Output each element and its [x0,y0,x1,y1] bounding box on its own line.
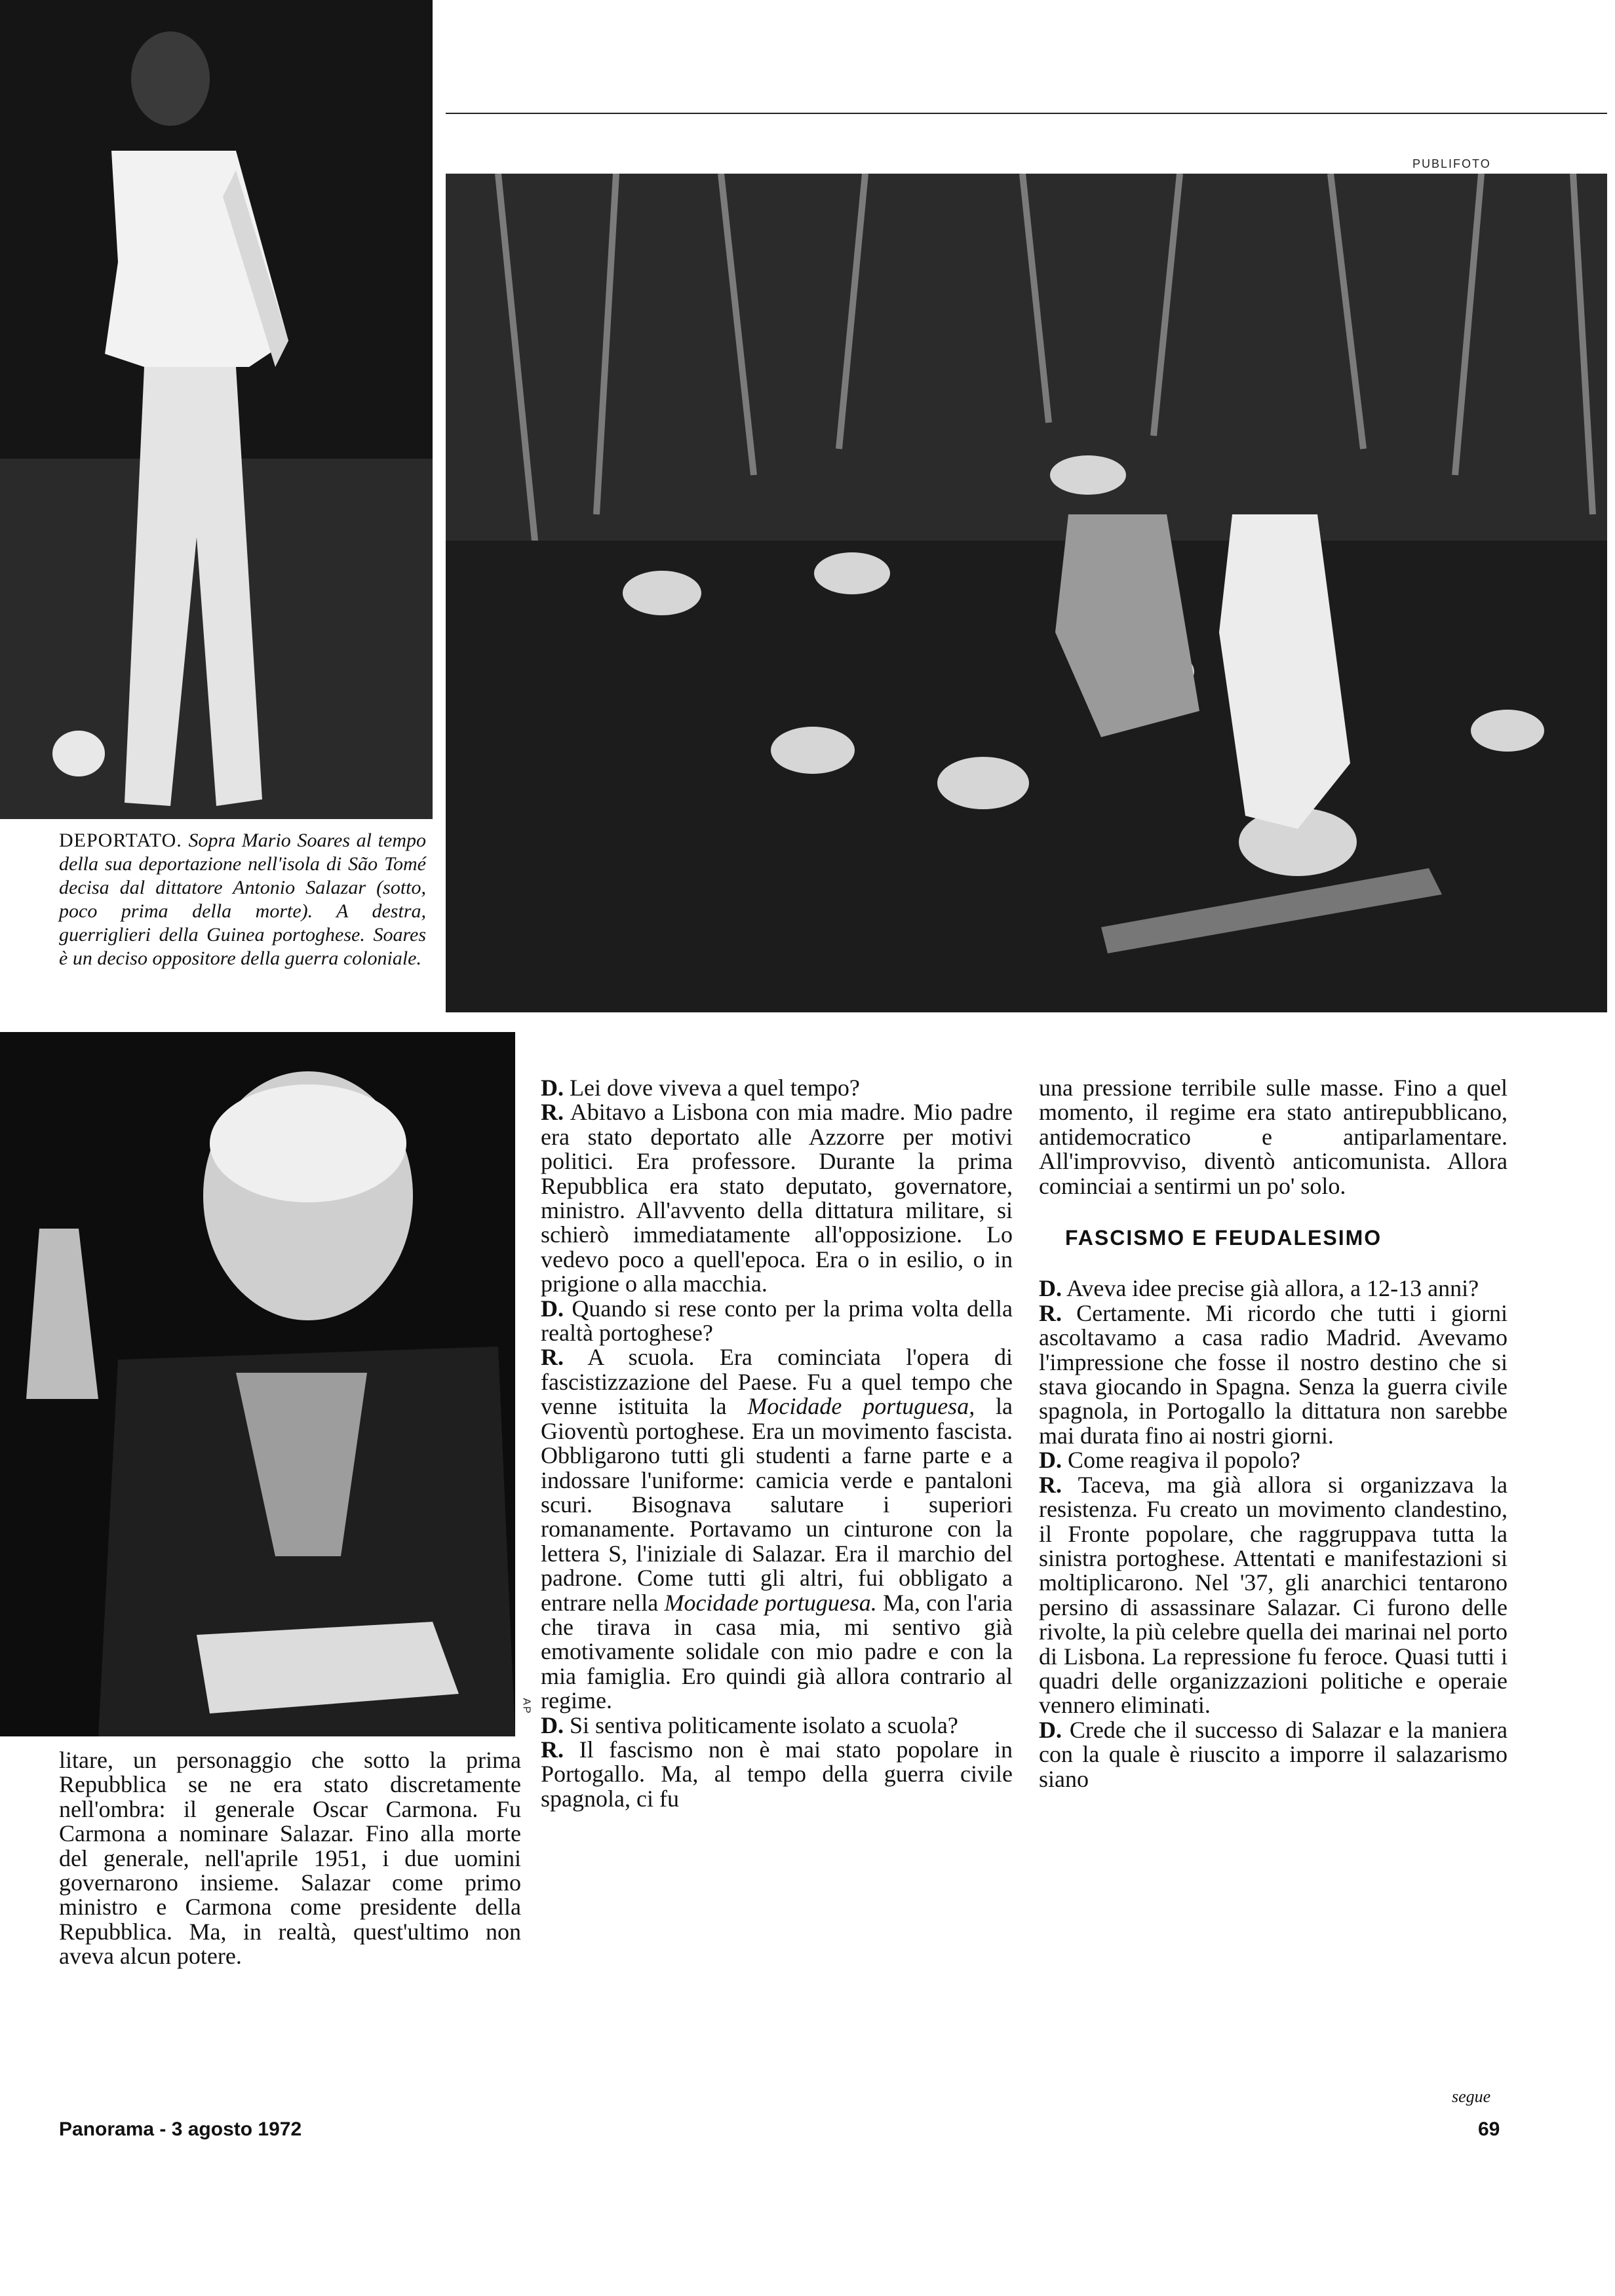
salazar-portrait-photo [0,1032,515,1736]
question-text: Lei dove viveva a quel tempo? [570,1075,860,1101]
col1-paragraph: litare, un personaggio che sotto la prima Repubblica se ne era stato discretamente nell'ombra: il generale Oscar Carmona. Fu Carmona a nominare Salazar. Fino alla morte del generale, nell'aprile 1951, i due uomini governarono insieme. Salazar come primo ministro e Carmona come presidente della Repubblica. Ma, in realtà, quest'ultimo non aveva alcun potere. [59,1747,521,1970]
caption-text: Sopra Mario Soares al tempo della sua deportazione nell'isola di São Tomé decisa dal dittatore Antonio Salazar (sotto, poco prima della morte). A destra, guerriglieri della Guinea portoghese. Soares è un deciso oppositore della guerra coloniale. [59,830,426,969]
emphasis-mocidade: Mocidade portuguesa, [747,1393,975,1420]
answer-tag: R. [541,1736,564,1763]
question-tag: D. [1039,1275,1062,1302]
page-number: 69 [1478,2118,1500,2140]
portrait-standing-man-photo [0,0,433,819]
photo-credit-ap: AP [520,1698,532,1715]
answer-text: Ma, con l'aria che tirava in casa mia, mi sentivo già emotivamente solidale con mio padre e con la mia famiglia. Ero quindi già allora contrario al regime. [541,1589,1013,1714]
guerrilla-photo [446,174,1607,1012]
column-1 [59,1748,521,1969]
footer-magazine: Panorama - 3 agosto 1972 [59,2118,302,2140]
question-text: Come reagiva il popolo? [1068,1447,1300,1474]
answer-text: Abitavo a Lisbona con mia madre. Mio padre era stato deportato alle Azzorre per motivi politici. Era professore. Durante la prima Repubblica era stato deputato, governatore, ministro. All'avvento della dittatura militare, si schierò immediatamente all'opposizione. Lo vedevo poco a quell'epoca. Era o in esilio, o in prigione o alla macchia. [541,1099,1013,1297]
salazar-photo [0,1032,515,1736]
answer-text: Certamente. Mi ricordo che tutti i giorni ascoltavamo a casa radio Madrid. Avevamo l'impressione che fosse il nostro destino che si stava giocando in Spagna. Senza la guerra civile spagnola, in Portogallo la dittatura non sarebbe mai durata fino ai nostri giorni. [1039,1299,1508,1449]
col3-answer-2 [1039,1473,1508,1718]
guerrilla-fighters-photo [446,174,1607,1012]
photo-credit-publifoto: PUBLIFOTO [1412,157,1491,170]
question-text: Aveva idee precise già allora, a 12-13 anni? [1066,1275,1479,1302]
question-text: Quando si rese conto per la prima volta della realtà portoghese? [541,1295,1013,1347]
col3-question-2 [1039,1448,1508,1472]
answer-tag: R. [541,1344,564,1371]
soares-standing-photo [0,0,433,819]
col2-answer-2 [541,1345,1013,1713]
col3-answer-1 [1039,1301,1508,1448]
emphasis-mocidade: Mocidade portuguesa. [664,1589,877,1616]
question-tag: D. [1039,1716,1062,1743]
section-subhead: FASCISMO E FEUDALESIMO [1065,1226,1382,1250]
answer-text: la Gioventù portoghese. Era un movimento fascista. Obbligarono tutti gli studenti a farne parte e a indossare l'uniforme: camicia verde e pantaloni scuri. Bisognava salutare i superiori romanamente. Portavamo un cinturone con la lettera S, l'iniziale di Salazar. Era il marchio del padrone. Come tutti gli altri, fui obbligato a entrare nella [541,1393,1013,1616]
question-tag: D. [1039,1447,1062,1474]
question-text: Si sentiva politicamente isolato a scuola? [570,1712,958,1738]
answer-text: Il fascismo non è mai stato popolare in Portogallo. Ma, al tempo della guerra civile spagnola, ci fu [541,1736,1013,1812]
answer-tag: R. [541,1099,564,1126]
caption-lead: DEPORTATO. [59,830,182,851]
answer-text: Taceva, ma già allora si organizzava la resistenza. Fu creato un movimento clandestino, il Fronte popolare, che raggruppava tutta la sinistra portoghese. Attentati e manifestazioni si moltiplicarono. Nel '37, gli anarchici tentarono persino di assassinare Salazar. Ci furono delle rivolte, la più celebre quella dei marinai nel porto di Lisbona. La repressione fu feroce. Quasi tutti i quadri delle organizzazioni politiche e operaie vennero eliminati. [1039,1471,1508,1719]
question-text: Crede che il successo di Salazar e la maniera con la quale è riuscito a imporre il salazarismo siano [1039,1716,1508,1792]
column-3 [1039,1076,1508,1791]
col2-answer-1 [541,1100,1013,1296]
question-tag: D. [541,1075,564,1101]
continued-marker: segue [1452,2087,1491,2106]
answer-text: A scuola. Era cominciata l'opera di fascistizzazione del Paese. Fu a quel tempo che venne istituita la [541,1344,1013,1420]
question-tag: D. [541,1295,564,1322]
col3-paragraph: una pressione terribile sulle masse. Fino a quel momento, il regime era stato antirepubblicano, antidemocratico e antiparlamentare. All'improvviso, diventò anticomunista. Allora cominciai a sentirmi un po' solo. [1039,1075,1508,1199]
col3-question-3 [1039,1718,1508,1791]
col3-question-1 [1039,1276,1508,1301]
col2-question-1 [541,1076,1013,1100]
column-2 [541,1076,1013,1811]
col2-answer-3 [541,1738,1013,1811]
header-rule [446,113,1607,114]
photo-caption [59,829,426,970]
answer-tag: R. [1039,1471,1062,1498]
answer-tag: R. [1039,1299,1062,1326]
col2-question-3 [541,1713,1013,1738]
question-tag: D. [541,1712,564,1738]
col2-question-2 [541,1297,1013,1346]
